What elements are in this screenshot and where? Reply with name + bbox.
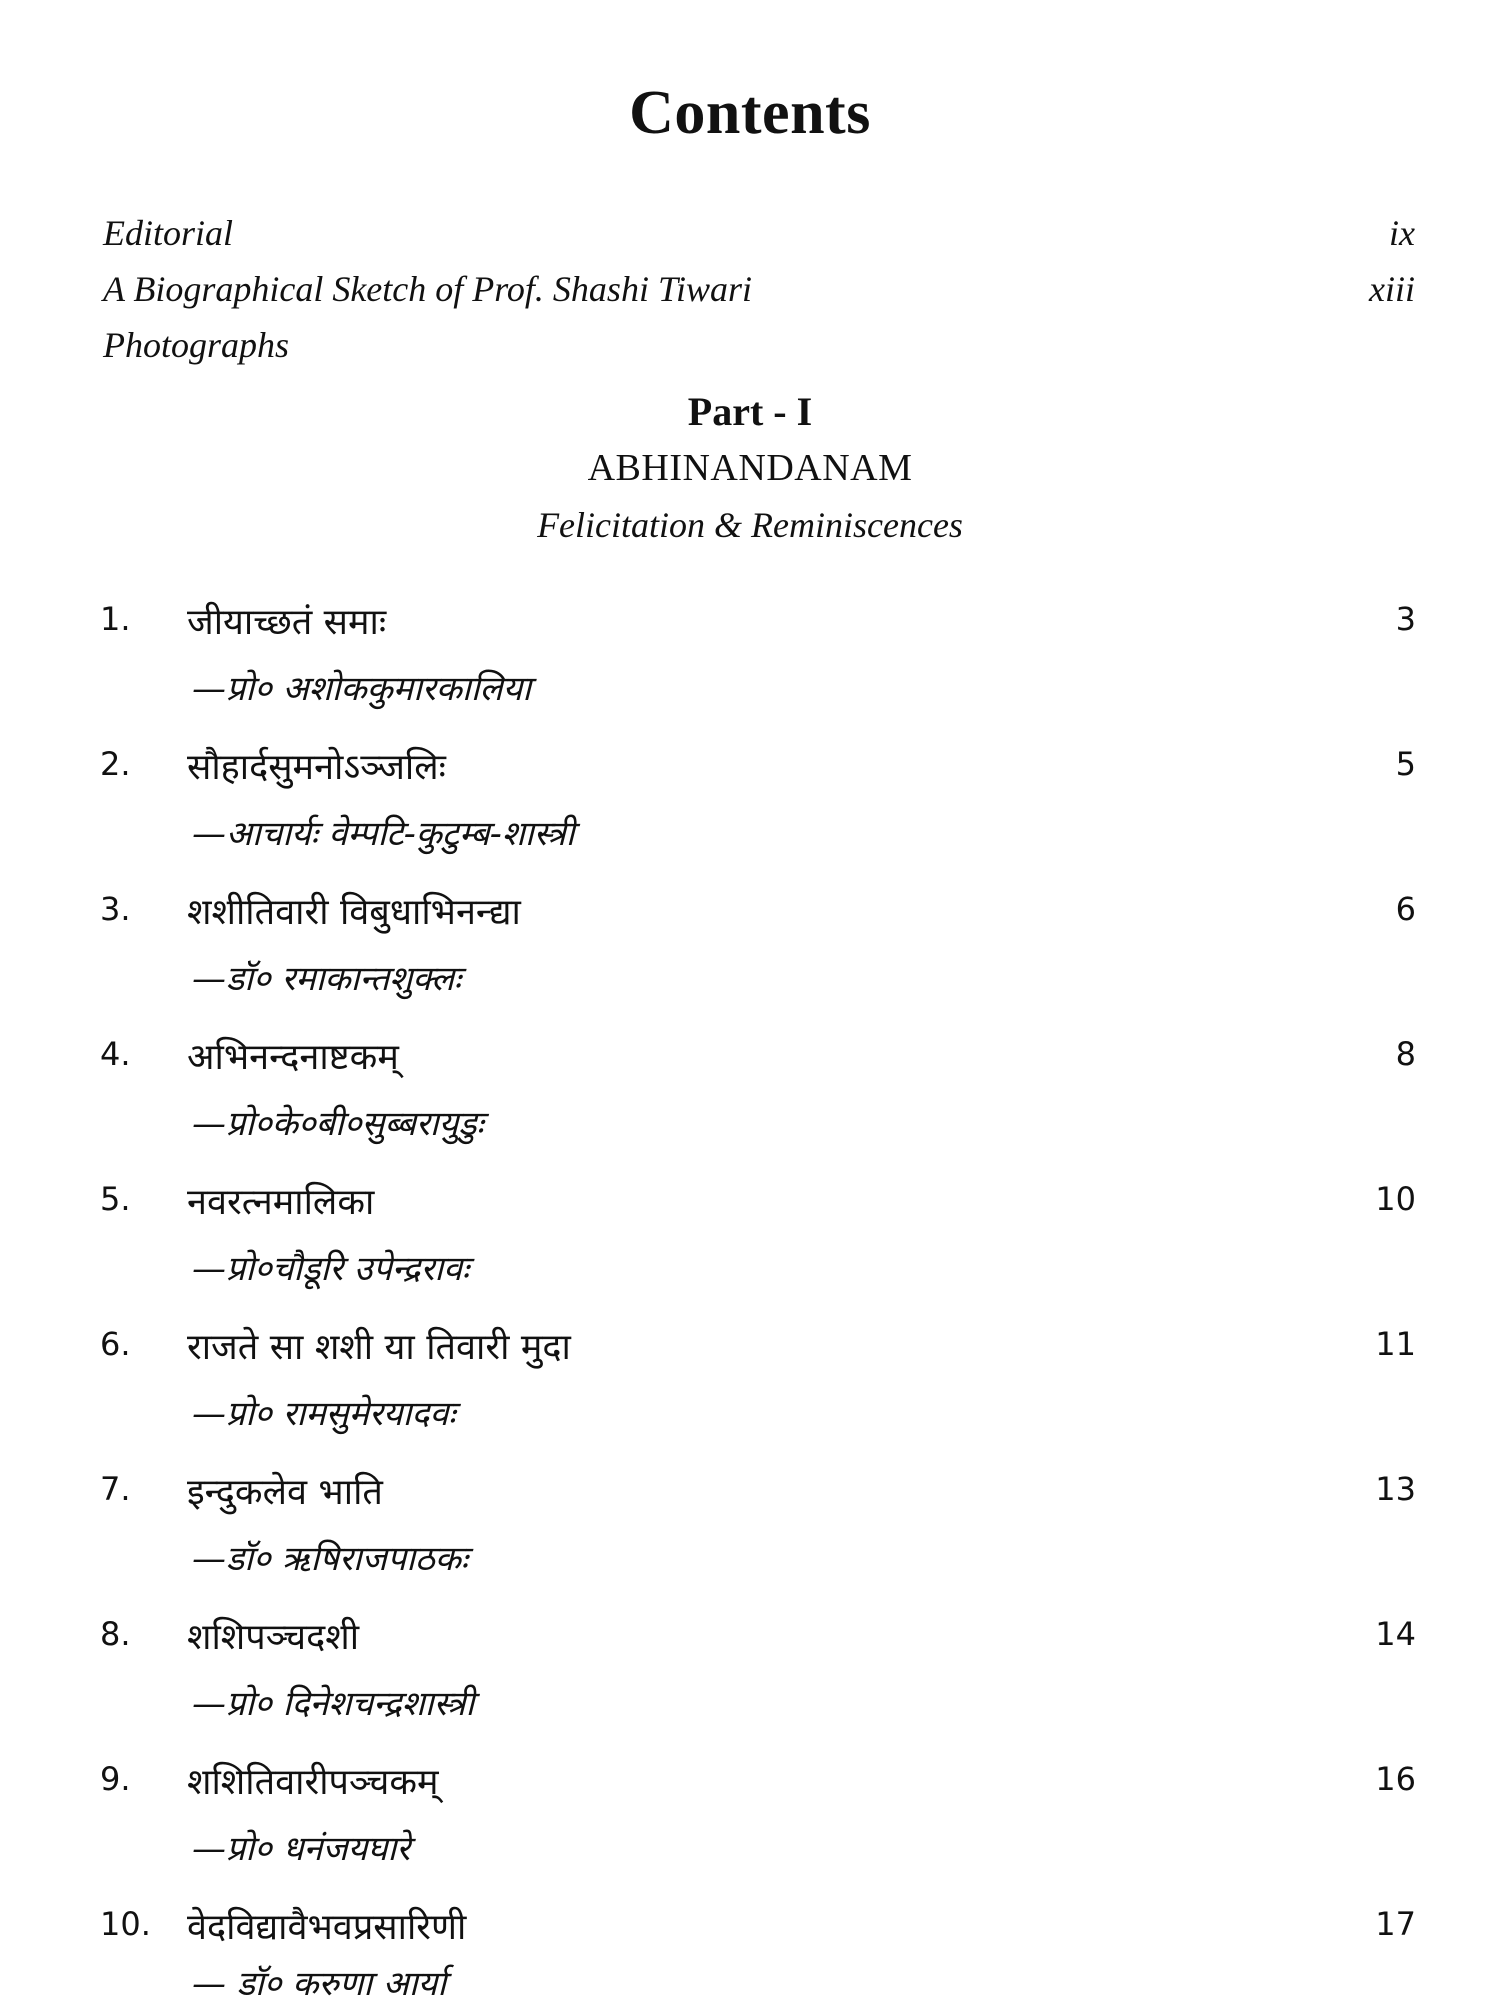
entry-author: —प्रो० धनंजयघारे: [192, 1829, 411, 1869]
entry-title: शशीतिवारी विबुधाभिनन्द्या: [187, 892, 521, 933]
front-matter-row: [103, 212, 1415, 264]
part-subtitle: Felicitation & Reminiscences: [537, 505, 963, 545]
entry-number: 1.: [100, 600, 131, 638]
toc-entry: [100, 1470, 1416, 1610]
entry-title: नवरत्नमालिका: [187, 1182, 375, 1223]
entry-page: 17: [1375, 1905, 1416, 1943]
entry-title: जीयाच्छतं समाः: [187, 602, 387, 643]
part-label: Part - I: [687, 389, 813, 434]
toc-entry: [100, 745, 1416, 885]
entry-page: 8: [1395, 1035, 1416, 1073]
entry-author: —प्रो० दिनेशचन्द्रशास्त्री: [192, 1684, 475, 1724]
toc-entry: [100, 1905, 1416, 2004]
entry-number: 5.: [100, 1180, 131, 1218]
entry-number: 4.: [100, 1035, 131, 1073]
toc-entry: [100, 1035, 1416, 1175]
entry-title: शशितिवारीपञ्चकम्: [187, 1762, 439, 1803]
entry-title: वेदविद्यावैभवप्रसारिणी: [187, 1907, 467, 1948]
entry-page: 3: [1395, 600, 1416, 638]
page-title: Contents: [629, 79, 871, 147]
entry-number: 8.: [100, 1615, 131, 1653]
front-matter-title: Photographs: [103, 325, 290, 365]
entry-title: राजते सा शशी या तिवारी मुदा: [187, 1327, 571, 1368]
entry-number: 9.: [100, 1760, 131, 1798]
entry-number: 6.: [100, 1325, 131, 1363]
toc-entry: [100, 600, 1416, 740]
entry-author: —डॉ० ऋषिराजपाठकः: [192, 1539, 468, 1579]
entry-author: — डॉ० करुणा आर्या: [192, 1964, 447, 2004]
entry-title: सौहार्दसुमनोऽञ्जलिः: [187, 747, 446, 788]
entry-page: 6: [1395, 890, 1416, 928]
entry-author: —प्रो०चौडूरि उपेन्द्ररावः: [192, 1249, 469, 1289]
entry-number: 3.: [100, 890, 131, 928]
front-matter-title: Editorial: [103, 213, 234, 253]
entry-author: —आचार्यः वेम्पटि-कुटुम्ब-शास्त्री: [192, 814, 575, 854]
entry-page: 5: [1395, 745, 1416, 783]
entry-author: —प्रो० रामसुमेरयादवः: [192, 1394, 456, 1434]
front-matter-title: A Biographical Sketch of Prof. Shashi Tiwari: [103, 269, 753, 309]
toc-entry: [100, 1325, 1416, 1465]
part-name: ABHINANDANAM: [587, 447, 913, 489]
front-matter-page: xiii: [1369, 269, 1415, 309]
entry-author: —प्रो०के०बी०सुब्बरायुडुः: [192, 1104, 484, 1144]
toc-entry: [100, 1760, 1416, 1900]
entry-number: 7.: [100, 1470, 131, 1508]
front-matter-row: [103, 268, 1415, 320]
entry-author: —प्रो० अशोककुमारकालिया: [192, 669, 532, 709]
toc-entry: [100, 890, 1416, 1030]
entry-page: 10: [1375, 1180, 1416, 1218]
entry-number: 10.: [100, 1905, 151, 1943]
entry-page: 16: [1375, 1760, 1416, 1798]
entry-title: इन्दुकलेव भाति: [187, 1472, 383, 1513]
entry-title: अभिनन्दनाष्टकम्: [187, 1037, 399, 1078]
entry-page: 11: [1375, 1325, 1416, 1363]
entry-author: —डॉ० रमाकान्तशुक्लः: [192, 959, 461, 999]
entry-number: 2.: [100, 745, 131, 783]
toc-entry: [100, 1180, 1416, 1320]
entry-page: 13: [1375, 1470, 1416, 1508]
front-matter-page: ix: [1389, 213, 1415, 253]
entry-page: 14: [1375, 1615, 1416, 1653]
front-matter-row: [103, 324, 1415, 376]
toc-entry: [100, 1615, 1416, 1755]
entry-title: शशिपञ्चदशी: [187, 1617, 360, 1658]
